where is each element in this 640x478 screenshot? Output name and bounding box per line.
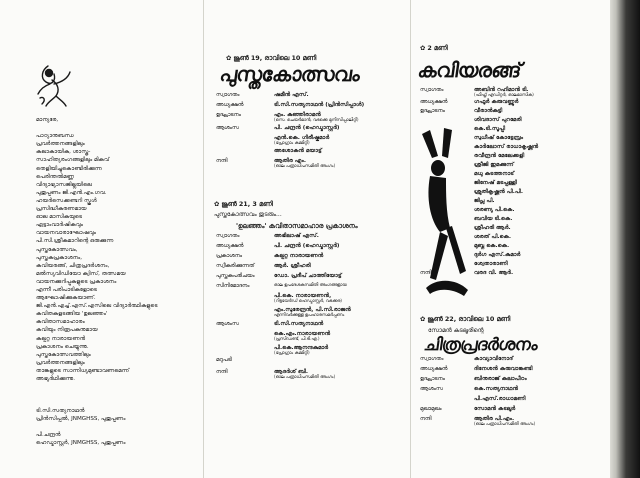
program-row	[420, 356, 600, 366]
intro-line: പ്രസിദ്ധീകരണമായ	[36, 206, 87, 213]
signature-headmaster	[36, 431, 196, 447]
program-row	[216, 253, 396, 263]
intro-line: പ്രവർത്തനങ്ങളിലും	[36, 359, 85, 366]
intro-line: ജി.എൻ.എച്ച്.എസ്.എസിലെ വിദ്യാർത്ഥികളുടെ	[36, 303, 158, 310]
intro-line: കവിതാസമാഹാരം	[36, 319, 85, 326]
row-value: ശ്രീജി ഇമക്കുന്ന്	[474, 162, 514, 168]
row-label: ഉദ്ഘാടനം	[420, 376, 445, 382]
intro-line: കവിയരങ്ങ്, ചിത്രപ്രദർശനം,	[36, 262, 110, 269]
program-row	[216, 112, 396, 122]
row-value: പി. ചന്ദ്രൻ (ഹെഡ്മാസ്റ്റർ)	[274, 243, 340, 249]
row-value: രവീന്ദ്രൻ മേലേക്കളി	[474, 153, 525, 159]
intro-line: പുതുപ്പണം ജി.എൻ.എം.ഗവ.	[36, 189, 107, 196]
intro-line: സാഹിത്യരംഗങ്ങളിലും മികവ്	[36, 157, 110, 164]
page-edge-shadow	[610, 0, 640, 478]
row-value: മുബ്ന കെ.കെ.	[474, 243, 510, 249]
row-value: ബവിയ ടി.കെ.	[474, 216, 513, 222]
program-row	[216, 293, 396, 303]
intro-letter	[36, 116, 196, 383]
row-label: ആശംസ	[216, 321, 239, 327]
row-label: അധ്യക്ഷൻ	[216, 243, 244, 249]
row-value: ആതിര പി.എം.	[474, 416, 515, 422]
row-value: ദിനേശൻ കരുവാങ്കണ്ടി	[474, 366, 533, 372]
row-value: ബിനുരാജ് കലാപീഠം	[474, 376, 527, 382]
row-value: ശ്രീഹരി ആർ.	[474, 225, 511, 231]
title-chithrapradarshanam: ചിത്രപ്രദർശനം	[422, 335, 539, 355]
fold-line	[410, 0, 411, 478]
row-value: ദുർഗ എസ്.കുമാർ	[474, 252, 521, 258]
row-value: ആദർശ് ബി.	[274, 369, 309, 375]
row-value: എം. കുഞ്ഞിരാമൻ	[274, 112, 321, 118]
program-row	[420, 366, 600, 376]
intro-line: വായനവാരാഘോഷവും	[36, 230, 96, 237]
flower-icon: ✿	[420, 44, 426, 52]
row-value: ആതിര എം.	[274, 158, 306, 164]
row-note: (സെ. ചെയർമാൻ, വടക്കെ മുനിസിപ്പാലിറ്റി)	[274, 118, 359, 123]
row-label: ഉദ്ഘാടനം	[216, 112, 241, 118]
date-text: ജൂൺ 21, 3 മണി	[221, 200, 273, 208]
row-value: കാർലോസ് രാധാകൃഷ്ണൻ	[474, 144, 539, 150]
row-value: അശോകൻ മയാട്ട്	[274, 148, 322, 154]
title-pustakotsavam: പുസ്തകോത്സവം	[218, 62, 362, 86]
program-row	[216, 148, 396, 158]
row-label: നന്ദി	[216, 369, 228, 375]
row-label: നന്ദി	[216, 158, 228, 164]
signatory-name: ടി.സി.സത്യനാഥൻ	[36, 408, 85, 414]
jumping-figure-icon	[416, 128, 474, 304]
row-note: (ഫിഫ്ത് എഡിറ്റർ, ഓലമാസിക)	[474, 93, 534, 98]
row-label: അധ്യക്ഷൻ	[420, 99, 448, 105]
row-label: ഉദ്ഘാടനം	[420, 108, 445, 114]
row-value: കെ.എം.നാരായണൻ	[274, 331, 331, 337]
intro-line: പാഠ്യാനുബന്ധ	[36, 133, 74, 140]
row-value: ജിനേഷ് മടപ്പള്ളി	[474, 180, 517, 186]
row-label: ആശംസ	[420, 386, 443, 392]
intro-line: പുസ്തകോത്സവത്തിലും	[36, 351, 91, 358]
row-value: എം.സുരേന്ദ്രൻ, പി.സി.രാജൻ	[274, 307, 351, 313]
intro-line: താങ്കളുടെ സാന്നിധ്യമുണ്ടാവണമെന്ന്	[36, 367, 130, 374]
program-row	[420, 396, 600, 406]
program-row	[216, 321, 396, 331]
date-line-kaviyarangu	[420, 44, 448, 53]
fold-line	[203, 0, 204, 478]
signatory-title: പ്രിൻസിപ്പൽ, JNMGHSS, പുതുപ്പണം	[36, 416, 126, 422]
row-value: കെ.ടി.സൂപ്പി	[474, 126, 506, 132]
row-value: ടി.സി.സത്യനാഥൻ (പ്രിൻസിപ്പാൾ)	[274, 102, 365, 108]
row-value: ഷമീൻ എസ്.	[274, 92, 309, 98]
row-label: സിനിമോദനം	[216, 283, 250, 289]
row-note: ഓല ഉപദേശകസമിതി അംഗങ്ങളായ	[274, 283, 347, 288]
row-note: (പ്രോഗ്രാം കമ്മിറ്റി)	[274, 141, 310, 146]
row-value: പി. ചന്ദ്രൻ (ഹെഡ്മാസ്റ്റർ)	[274, 125, 340, 131]
row-label: മറുപടി	[216, 357, 232, 363]
intro-line: പെരിന്തൽമണ്ണ	[36, 173, 75, 180]
intro-line: പ്രവർത്തനങ്ങളിലും	[36, 141, 85, 148]
row-value: പി.കെ.ആനന്ദകുമാർ	[274, 345, 329, 351]
row-label: ആശംസ	[216, 125, 239, 131]
intro-line: ഓല മാസികയുടെ	[36, 214, 83, 221]
program-row	[216, 102, 396, 112]
row-value: അബിൻ റഹിമാൻ ടി.	[474, 87, 529, 93]
row-label: സ്വീകരിക്കുന്നത്	[216, 263, 255, 269]
signatory-name: പി.ചന്ദ്രൻ	[36, 432, 61, 438]
intro-line: പി.സി.ശ്രീകുമാറിന്റെ ഒരുക്കുന്ന	[36, 238, 114, 245]
row-value: അഭിലാഷ് എസ്.	[274, 233, 319, 239]
row-note: (ഓല പത്രാധിപസമിതി അംഗം)	[274, 164, 336, 169]
title-kaviyarangu: കവിയരങ്ങ്	[416, 58, 523, 82]
row-value: ശരത് പി.കെ.	[474, 234, 512, 240]
intro-line: കവിയും നിരൂപകനുമായ	[36, 327, 98, 334]
row-value: എൻ.കെ. ഗിരീഷ്കുമാർ	[274, 135, 330, 141]
intro-line: പ്രകാശനം ചെയ്യുന്നു.	[36, 343, 89, 350]
date-line-chithrapradarshanam	[420, 315, 510, 324]
intro-line: മൽസ്യവിഡിയോ ക്വിസ്, തത്സമയ	[36, 270, 126, 277]
intro-line: ആഘോഷിക്കുകയാണ്.	[36, 295, 96, 302]
program-row	[216, 283, 396, 293]
row-label: സ്വാഗതം	[216, 233, 240, 239]
row-label: നന്ദി	[420, 270, 432, 276]
row-value: ആർ. ശ്രീഹരി	[274, 263, 311, 269]
program-row	[216, 125, 396, 135]
intro-line: പുസ്തകോത്സവം,	[36, 246, 78, 253]
program-row	[216, 92, 396, 102]
row-label: നന്ദി	[420, 416, 432, 422]
row-value: പി.കെ. നാരായണൻ,	[274, 293, 332, 299]
row-value: ഗഫൂർ കരുവണ്ണൂർ	[474, 99, 519, 105]
intro-line: കല്പറ്റ നാരായണൻ	[36, 335, 86, 342]
row-value: കാവ്യാവിനോദ്	[474, 356, 514, 362]
title-publication: 'ഉലഞ്ഞം' കവിതാസമാഹാര പ്രകാശനം	[236, 222, 358, 230]
date-text: ജൂൺ 19, രാവിലെ 10 മണി	[233, 54, 317, 62]
program-row	[420, 416, 600, 426]
row-label: അധ്യക്ഷൻ	[216, 102, 244, 108]
row-value: ശ്രുതികൃഷ്ണൻ പി.പി.	[474, 189, 524, 195]
intro-line: മാന്യരേ,	[36, 117, 59, 123]
row-label: മുഖാമുഖം	[420, 406, 442, 412]
program-row	[216, 331, 396, 341]
row-label: പ്രകാശനം	[216, 253, 243, 259]
row-note: (പ്രസിഡണ്ട്, പി.ടി.എ.)	[274, 337, 320, 342]
row-value: കല്പറ്റ നാരായണൻ	[274, 253, 324, 259]
program-row	[216, 307, 396, 317]
intro-line: അഭ്യർഥിക്കുന്നു.	[36, 376, 76, 382]
flower-icon: ✿	[226, 54, 232, 62]
row-value: ശരണ്യ പി.കെ.	[474, 207, 515, 213]
intro-line: തെളിയിച്ചുകൊണ്ടിരിക്കുന്ന	[36, 165, 102, 172]
intro-label-publication: പുസ്തകോത്സവം തുടരും...	[214, 211, 282, 218]
row-label: അധ്യക്ഷൻ	[420, 366, 448, 372]
row-note: (ഓല പത്രാധിപസമിതി അംഗം)	[474, 422, 536, 427]
row-value: സുധീഷ് കോട്ടേമ്പ്രം	[474, 135, 524, 141]
intro-line: പുസ്തകപ്രകാശനം,	[36, 254, 83, 261]
intro-label-chithrapradarshanam: സോമൻ കടലൂരിന്റെ	[428, 327, 484, 334]
program-row	[216, 158, 396, 168]
row-value: സോമൻ കടലൂർ	[474, 406, 516, 412]
row-label: സ്വാഗതം	[420, 356, 444, 362]
row-value: ടി.സി.സത്യനാഥൻ	[274, 321, 324, 327]
intro-line: വിദ്യാഭ്യാസജില്ലയിലെ	[36, 181, 92, 188]
row-value: വരദ വി. ആർ.	[474, 270, 514, 276]
program-row	[216, 369, 396, 379]
signatory-title: ഹെഡ്മാസ്റ്റർ, JNMGHSS, പുതുപ്പണം	[36, 440, 126, 446]
flower-icon: ✿	[420, 315, 426, 323]
row-value: ഡോ. പ്രദീപ് ചാത്തിയോട്ട്	[274, 273, 342, 279]
intro-line	[36, 124, 196, 132]
program-row	[420, 376, 600, 386]
row-value: ജിപ്സ പി.	[474, 198, 495, 204]
date-line-publication	[214, 200, 273, 209]
row-label: സ്വാഗതം	[216, 92, 240, 98]
row-value: പി.എസ്.രാധാമണി	[474, 396, 526, 402]
program-row	[216, 345, 396, 355]
date-text: ജൂൺ 22, രാവിലെ 10 മണി	[427, 315, 511, 323]
row-note: (പ്രോഗ്രാം കമ്മിറ്റി)	[274, 351, 310, 356]
row-value: ശ്വേതാരാണി	[474, 261, 508, 267]
row-value: കെ.സത്യനാഥൻ	[474, 386, 519, 392]
intro-line: എന്നീ പരിപാടികളോടെ	[36, 286, 97, 293]
program-row	[216, 135, 396, 145]
row-note: എന്നിവർക്കുള്ള ഉപഹാരസമർപ്പണം	[274, 313, 345, 318]
dancer-logo-icon	[34, 60, 74, 108]
signature-principal	[36, 407, 196, 423]
row-note: (ഓല പത്രാധിപസമിതി അംഗം)	[274, 375, 336, 380]
intro-line: കവിതകളടങ്ങിയ 'ഉലഞ്ഞം'	[36, 311, 108, 318]
row-value: വീരാൻകുട്ടി	[474, 108, 503, 114]
program-row	[216, 263, 396, 273]
row-note: (റിട്ടയേർഡ് ഹെഡ്മാസ്റ്റർ, വടക്കര)	[274, 299, 342, 304]
intro-line: വായനക്കുറിപ്പുകളുടെ പ്രകാശനം	[36, 278, 117, 285]
program-row	[420, 87, 600, 97]
program-row	[216, 273, 396, 283]
row-value: ശിവദാസ് പുറമേരി	[474, 117, 522, 123]
row-label: സ്വാഗതം	[420, 87, 444, 93]
program-row	[420, 386, 600, 396]
flower-icon: ✿	[214, 200, 220, 208]
intro-line: കലാകായിക, ശാസ്ത്ര-	[36, 149, 91, 156]
program-row	[216, 233, 396, 243]
date-text: 2 മണി	[427, 44, 448, 52]
intro-line: ഹയർസെക്കണ്ടറി സ്കൂൾ	[36, 197, 97, 204]
program-row	[420, 406, 600, 416]
intro-line: ഏട്ടാംവാർഷികവും	[36, 222, 83, 229]
program-row	[216, 357, 396, 367]
program-row	[216, 243, 396, 253]
row-value: മധു കടത്തനാട്	[474, 171, 515, 177]
row-label: പുസ്തകപരിചയം	[216, 273, 255, 279]
